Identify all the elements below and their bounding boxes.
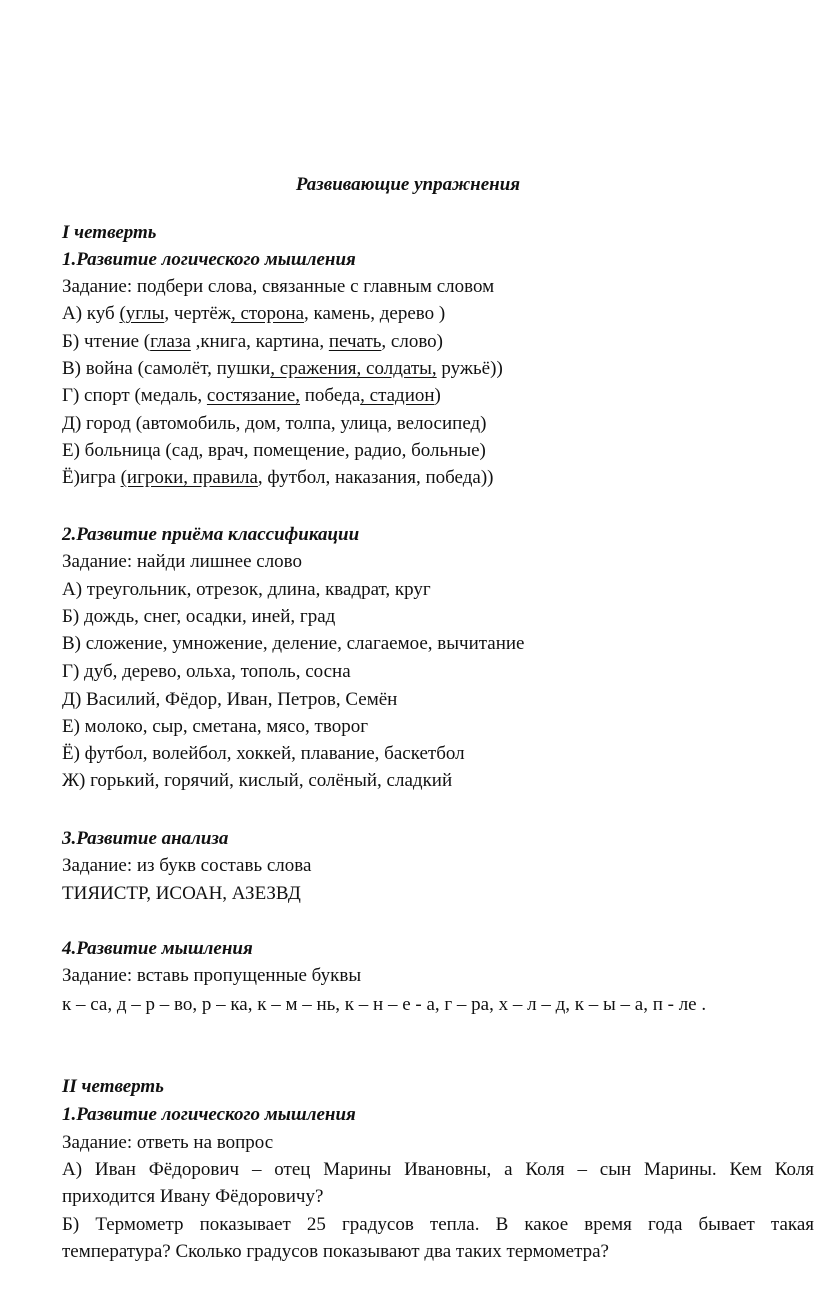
exercise-line-d: Д) город (автомобиль, дом, толпа, улица, велосипед): [62, 413, 487, 434]
task-text: Задание: вставь пропущенные буквы: [62, 965, 362, 986]
list-item: Д) Василий, Фёдор, Иван, Петров, Семён: [62, 689, 398, 710]
section-heading: 2.Развитие приёма классификации: [62, 524, 360, 545]
section-heading: 3.Развитие анализа: [62, 828, 229, 849]
section-heading: 1.Развитие логического мышления: [62, 1104, 356, 1125]
exercise-line-a: А) куб (углы, чертёж, сторона, камень, дерево ): [62, 303, 446, 324]
list-item: Ж) горький, горячий, кислый, солёный, сладкий: [62, 770, 453, 791]
question-b-line2: температура? Сколько градусов показывают два таких термометра?: [62, 1241, 609, 1262]
task-text: Задание: найди лишнее слово: [62, 551, 303, 572]
question-b-line1: Б) Термометр показывает 25 градусов тепла. В какое время года бывает такая: [62, 1214, 814, 1235]
list-item: Г) дуб, дерево, ольха, тополь, сосна: [62, 661, 351, 682]
quarter-heading: I четверть: [62, 222, 157, 243]
list-item: Б) дождь, снег, осадки, иней, град: [62, 606, 336, 627]
section-heading: 1.Развитие логического мышления: [62, 249, 356, 270]
task-text: Задание: подбери слова, связанные с главным словом: [62, 276, 495, 297]
exercise-line-g: Г) спорт (медаль, состязание, победа, стадион): [62, 385, 441, 406]
list-item: В) сложение, умножение, деление, слагаемое, вычитание: [62, 633, 525, 654]
question-a-line2: приходится Ивану Фёдоровичу?: [62, 1186, 324, 1207]
anagram-words: ТИЯИСТР, ИСОАН, АЗЕЗВД: [62, 883, 301, 904]
exercise-line-v: В) война (самолёт, пушки, сражения, солдаты, ружьё)): [62, 358, 503, 379]
section-heading: 4.Развитие мышления: [62, 938, 253, 959]
quarter-heading: II четверть: [62, 1076, 164, 1097]
list-item: Е) молоко, сыр, сметана, мясо, творог: [62, 716, 368, 737]
list-item: А) треугольник, отрезок, длина, квадрат, круг: [62, 579, 431, 600]
task-text: Задание: из букв составь слова: [62, 855, 312, 876]
exercise-line-b: Б) чтение (глаза ,книга, картина, печать, слово): [62, 331, 444, 352]
page-title: Развивающие упражнения: [295, 174, 521, 195]
question-a-line1: А) Иван Фёдорович – отец Марины Ивановны, а Коля – сын Марины. Кем Коля: [62, 1159, 814, 1180]
list-item: Ё) футбол, волейбол, хоккей, плавание, баскетбол: [62, 743, 465, 764]
exercise-line-yo: Ё)игра (игроки, правила, футбол, наказания, победа)): [62, 467, 494, 488]
missing-letters-line: к – са, д – р – во, р – ка, к – м – нь, к – н – е - а, г – ра, х – л – д, к – ы – а, п - ле .: [62, 994, 707, 1015]
task-text: Задание: ответь на вопрос: [62, 1132, 274, 1153]
exercise-line-e: Е) больница (сад, врач, помещение, радио, больные): [62, 440, 486, 461]
